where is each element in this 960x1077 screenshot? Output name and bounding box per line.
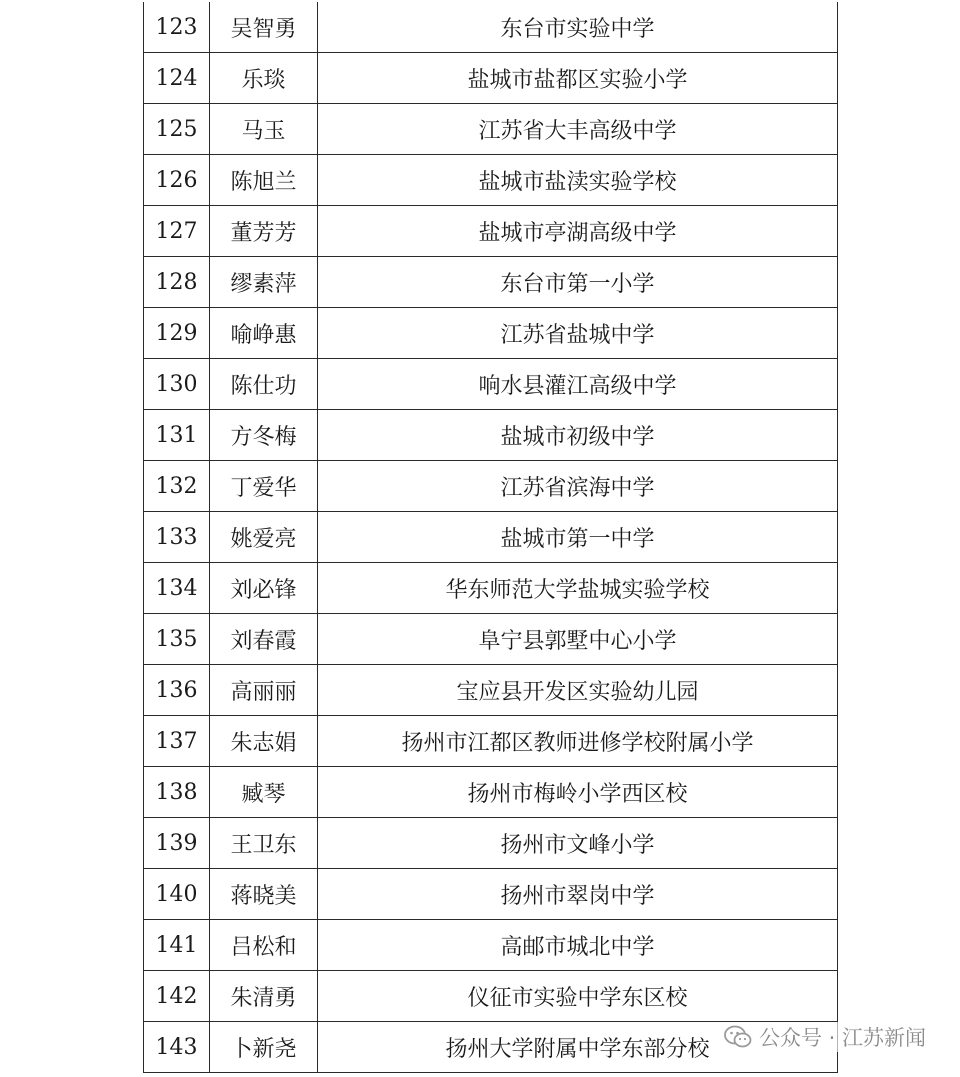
school-name: 扬州市梅岭小学西区校 [318,767,838,818]
watermark-text: 公众号 · 江苏新闻 [758,1026,926,1050]
person-name: 臧琴 [210,767,318,818]
school-name: 江苏省盐城中学 [318,308,838,359]
person-name: 乐琰 [210,53,318,104]
person-name: 蒋晓美 [210,869,318,920]
person-name: 朱志娟 [210,716,318,767]
person-name: 朱清勇 [210,971,318,1022]
person-name: 喻峥惠 [210,308,318,359]
school-name: 盐城市盐都区实验小学 [318,53,838,104]
row-number: 139 [144,818,210,869]
table-row [144,716,838,767]
row-number: 125 [144,104,210,155]
person-name: 吕松和 [210,920,318,971]
school-name: 扬州市翠岗中学 [318,869,838,920]
person-name: 姚爱亮 [210,512,318,563]
school-name: 盐城市第一中学 [318,512,838,563]
school-name: 扬州市江都区教师进修学校附属小学 [318,716,838,767]
row-number: 124 [144,53,210,104]
table-row [144,869,838,920]
table-row [144,512,838,563]
person-name: 陈仕功 [210,359,318,410]
person-name: 董芳芳 [210,206,318,257]
row-number: 123 [144,2,210,53]
table-row [144,155,838,206]
row-number: 131 [144,410,210,461]
school-name: 扬州市文峰小学 [318,818,838,869]
row-number: 142 [144,971,210,1022]
table-row [144,920,838,971]
person-name: 卜新尧 [210,1022,318,1073]
table-row [144,614,838,665]
table-row [144,410,838,461]
school-name: 宝应县开发区实验幼儿园 [318,665,838,716]
person-name: 缪素萍 [210,257,318,308]
table-body [144,2,838,1073]
school-name: 仪征市实验中学东区校 [318,971,838,1022]
person-name: 高丽丽 [210,665,318,716]
row-number: 126 [144,155,210,206]
school-name: 盐城市初级中学 [318,410,838,461]
row-number: 132 [144,461,210,512]
table-row [144,53,838,104]
row-number: 130 [144,359,210,410]
table-row [144,359,838,410]
awardee-table [143,2,838,1073]
row-number: 129 [144,308,210,359]
table-row [144,104,838,155]
person-name: 刘春霞 [210,614,318,665]
row-number: 135 [144,614,210,665]
table-row [144,563,838,614]
table-row [144,818,838,869]
school-name: 盐城市亭湖高级中学 [318,206,838,257]
row-number: 134 [144,563,210,614]
table-row [144,767,838,818]
row-number: 136 [144,665,210,716]
school-name: 华东师范大学盐城实验学校 [318,563,838,614]
watermark [719,1022,930,1052]
table-row [144,665,838,716]
row-number: 137 [144,716,210,767]
row-number: 143 [144,1022,210,1073]
table-row [144,206,838,257]
person-name: 方冬梅 [210,410,318,461]
person-name: 吴智勇 [210,2,318,53]
school-name: 扬州大学附属中学东部分校 [318,1022,838,1073]
school-name: 响水县灌江高级中学 [318,359,838,410]
table-row [144,971,838,1022]
row-number: 138 [144,767,210,818]
row-number: 128 [144,257,210,308]
school-name: 江苏省滨海中学 [318,461,838,512]
row-number: 127 [144,206,210,257]
person-name: 刘必锋 [210,563,318,614]
person-name: 丁爱华 [210,461,318,512]
school-name: 东台市实验中学 [318,2,838,53]
row-number: 133 [144,512,210,563]
school-name: 盐城市盐渎实验学校 [318,155,838,206]
school-name: 东台市第一小学 [318,257,838,308]
wechat-icon [723,1024,753,1050]
school-name: 江苏省大丰高级中学 [318,104,838,155]
person-name: 陈旭兰 [210,155,318,206]
table-row [144,257,838,308]
person-name: 王卫东 [210,818,318,869]
table-row [144,308,838,359]
table-row [144,2,838,53]
person-name: 马玉 [210,104,318,155]
row-number: 141 [144,920,210,971]
table-row [144,461,838,512]
school-name: 阜宁县郭墅中心小学 [318,614,838,665]
school-name: 高邮市城北中学 [318,920,838,971]
row-number: 140 [144,869,210,920]
